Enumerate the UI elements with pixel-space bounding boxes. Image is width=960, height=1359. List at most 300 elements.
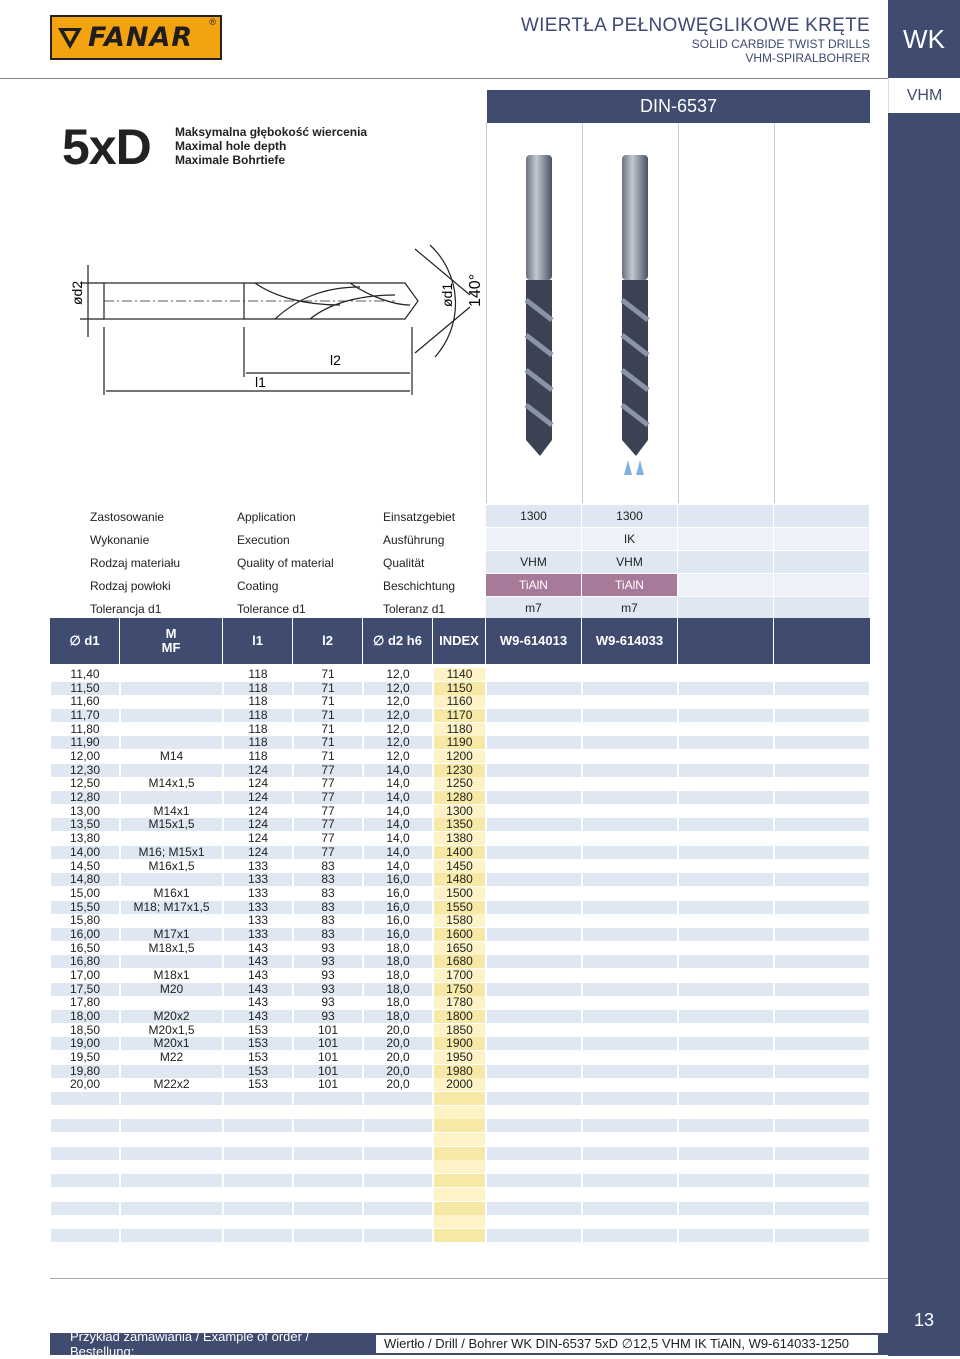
col-line [678, 123, 679, 503]
table-cell [487, 1010, 581, 1023]
table-row [50, 873, 870, 887]
spec-value [774, 505, 869, 527]
table-cell [294, 1174, 362, 1187]
table-cell [679, 1188, 773, 1201]
table-cell: 124 [247, 776, 269, 791]
table-cell: 18,00 [51, 1010, 119, 1023]
spec-value: TiAlN [582, 574, 677, 596]
table-cell [583, 1065, 677, 1078]
table-cell: 153 [224, 1037, 292, 1050]
table-cell [679, 832, 773, 845]
table-cell [294, 1147, 362, 1160]
table-cell: 19,00 [51, 1037, 119, 1050]
table-cell: 1280 [434, 791, 485, 804]
table-cell: 14,0 [386, 858, 410, 873]
table-cell: M16x1,5 [148, 858, 195, 873]
table-cell [364, 1188, 432, 1201]
spec-value [774, 574, 869, 596]
table-cell [121, 873, 222, 886]
table-cell [583, 764, 677, 777]
table-cell: 16,0 [386, 913, 410, 928]
col-line [774, 123, 775, 503]
table-cell [775, 709, 869, 722]
header-code1: W9-614013 [486, 618, 582, 664]
table-cell [121, 914, 222, 927]
table-cell [775, 668, 869, 681]
table-cell: 1400 [434, 846, 485, 859]
table-cell: 1190 [434, 736, 485, 749]
table-cell: 16,0 [364, 928, 432, 941]
table-cell: 1650 [434, 942, 485, 955]
spec-value [774, 528, 869, 550]
table-row [50, 1133, 870, 1147]
table-cell [775, 1051, 869, 1064]
table-cell [121, 791, 222, 804]
table-cell: 12,0 [364, 682, 432, 695]
table-cell [224, 1202, 292, 1215]
table-row [50, 1051, 870, 1065]
table-cell: 143 [247, 995, 269, 1010]
table-cell [775, 1024, 869, 1037]
table-cell: 1750 [434, 983, 485, 996]
spec-label-en: Tolerance d1 [237, 602, 306, 616]
table-row [50, 723, 870, 737]
table-cell [224, 1092, 292, 1105]
spec-value: TiAlN [486, 574, 581, 596]
header-empty [678, 618, 774, 664]
table-cell: 18,0 [386, 967, 410, 982]
table-cell: 1580 [434, 914, 485, 927]
table-cell [679, 1202, 773, 1215]
spec-value: 1300 [582, 505, 677, 527]
table-cell: 83 [294, 901, 362, 914]
table-cell: 16,50 [69, 940, 101, 955]
table-cell: 14,0 [386, 803, 410, 818]
table-cell: 1300 [434, 805, 485, 818]
table-cell [487, 955, 581, 968]
table-cell: 14,50 [69, 858, 101, 873]
table-cell [224, 1174, 292, 1187]
table-cell [487, 723, 581, 736]
table-cell: 12,00 [69, 749, 101, 764]
table-cell [487, 1202, 581, 1215]
table-cell: M14 [159, 749, 184, 764]
table-cell [487, 818, 581, 831]
table-cell [434, 1119, 485, 1132]
table-cell [51, 1106, 119, 1119]
page-subtitle-de: VHM-SPIRALBOHRER [745, 51, 870, 65]
table-cell: 124 [224, 818, 292, 831]
table-cell [121, 1106, 222, 1119]
table-cell [583, 1051, 677, 1064]
table-cell: M14x1 [153, 803, 190, 818]
table-row [50, 846, 870, 860]
table-cell [583, 901, 677, 914]
spec-label-pl: Tolerancja d1 [90, 602, 162, 616]
table-cell [679, 846, 773, 859]
table-cell: 93 [294, 1010, 362, 1023]
table-cell [121, 1160, 222, 1173]
table-cell [487, 1174, 581, 1187]
drill-image-1 [510, 150, 570, 460]
table-cell [487, 996, 581, 1009]
table-row [50, 791, 870, 805]
table-cell [775, 750, 869, 763]
table-cell [679, 969, 773, 982]
table-cell: 71 [294, 709, 362, 722]
table-cell [51, 1147, 119, 1160]
table-cell [679, 777, 773, 790]
table-cell: 11,60 [70, 694, 100, 709]
table-cell: 18,0 [386, 995, 410, 1010]
table-cell: 77 [294, 791, 362, 804]
table-cell: 118 [248, 721, 268, 736]
table-cell [434, 1092, 485, 1105]
table-cell [679, 709, 773, 722]
table-cell [583, 928, 677, 941]
table-cell [487, 777, 581, 790]
table-cell [51, 1160, 119, 1173]
table-row [50, 1188, 870, 1202]
table-cell: 12,0 [364, 709, 432, 722]
spec-label-de: Ausführung [383, 533, 445, 547]
table-cell [487, 1160, 581, 1173]
table-cell [583, 1092, 677, 1105]
table-cell [775, 1037, 869, 1050]
table-row [50, 955, 870, 969]
table-cell [775, 1119, 869, 1132]
table-cell [583, 1037, 677, 1050]
table-cell [487, 736, 581, 749]
table-cell [364, 1160, 432, 1173]
table-cell: 1550 [434, 901, 485, 914]
divider [50, 1278, 888, 1279]
spec-row [50, 574, 870, 597]
table-cell: 71 [294, 682, 362, 695]
table-cell: 12,80 [51, 791, 119, 804]
spec-label-de: Einsatzgebiet [383, 510, 456, 524]
table-cell: 14,0 [364, 791, 432, 804]
table-cell [487, 764, 581, 777]
table-cell [775, 723, 869, 736]
table-cell: 124 [247, 803, 269, 818]
table-cell [487, 1229, 581, 1242]
table-cell: 16,00 [51, 928, 119, 941]
table-cell [487, 860, 581, 873]
table-cell [51, 1215, 119, 1228]
table-cell [583, 860, 677, 873]
table-cell [487, 928, 581, 941]
table-cell: 12,30 [51, 764, 119, 777]
table-cell [434, 1174, 485, 1187]
spec-value [774, 551, 869, 573]
table-cell [224, 1119, 292, 1132]
table-row [50, 887, 870, 901]
table-cell: 133 [224, 901, 292, 914]
table-cell: 143 [224, 1010, 292, 1023]
table-cell: 93 [321, 940, 335, 955]
table-cell [679, 736, 773, 749]
table-cell: 124 [247, 831, 269, 846]
table-cell [775, 914, 869, 927]
table-cell: 20,0 [364, 1037, 432, 1050]
table-cell: 19,80 [51, 1065, 119, 1078]
table-cell [583, 846, 677, 859]
table-cell [679, 901, 773, 914]
page-subtitle-en: SOLID CARBIDE TWIST DRILLS [691, 37, 870, 51]
table-cell [434, 1215, 485, 1228]
table-cell [679, 1106, 773, 1119]
depth-ratio: 5xD [62, 119, 151, 175]
table-cell: 1800 [434, 1010, 485, 1023]
table-cell: M20x1 [121, 1037, 222, 1050]
table-cell [224, 1188, 292, 1201]
table-cell [434, 1229, 485, 1242]
depth-caption-en: Maximal hole depth [175, 139, 287, 153]
table-cell: 93 [294, 983, 362, 996]
table-cell: 153 [247, 1022, 269, 1037]
spec-value [678, 551, 773, 573]
dim-angle-label: 140° [467, 273, 484, 307]
table-cell [775, 887, 869, 900]
table-cell: 1380 [434, 832, 485, 845]
table-cell: 19,50 [69, 1050, 101, 1065]
table-cell: 71 [321, 667, 335, 681]
table-cell [775, 791, 869, 804]
table-cell [121, 682, 222, 695]
table-cell [583, 1229, 677, 1242]
table-cell: 71 [321, 694, 335, 709]
table-cell: 1600 [434, 928, 485, 941]
header-l1: l1 [223, 618, 293, 664]
spec-label-de: Qualität [383, 556, 425, 570]
table-row [50, 928, 870, 942]
table-cell: 1450 [434, 860, 485, 873]
table-cell: 12,0 [386, 749, 410, 764]
table-cell [583, 791, 677, 804]
table-cell [121, 955, 222, 968]
table-cell [679, 791, 773, 804]
table-cell: 16,0 [364, 901, 432, 914]
table-row [50, 682, 870, 696]
table-cell [775, 832, 869, 845]
table-row [50, 1202, 870, 1216]
table-row [50, 1147, 870, 1161]
table-cell [583, 695, 677, 708]
table-cell: 1780 [434, 996, 485, 1009]
table-cell: 11,50 [51, 682, 119, 695]
drill-technical-drawing [50, 235, 484, 405]
table-cell [51, 1202, 119, 1215]
spec-label-de: Beschichtung [383, 579, 456, 593]
table-row [50, 914, 870, 928]
spec-row [50, 551, 870, 574]
table-cell: 77 [294, 764, 362, 777]
side-strip [888, 0, 960, 1356]
table-cell: 2000 [434, 1078, 485, 1091]
table-cell: 15,50 [51, 901, 119, 914]
table-cell: 101 [294, 1065, 362, 1078]
table-cell: 153 [247, 1050, 269, 1065]
table-cell [775, 1147, 869, 1160]
table-cell: 71 [321, 721, 335, 736]
divider [0, 78, 888, 79]
table-cell [487, 914, 581, 927]
table-cell [583, 1147, 677, 1160]
table-cell [679, 928, 773, 941]
table-cell [583, 818, 677, 831]
table-cell [583, 983, 677, 996]
table-cell [487, 1106, 581, 1119]
table-cell [487, 668, 581, 681]
table-cell [487, 791, 581, 804]
table-row [50, 736, 870, 750]
coolant-icon [636, 460, 644, 475]
table-cell [121, 764, 222, 777]
table-cell: 15,00 [69, 885, 101, 900]
header-d2: ∅ d2 h6 [363, 618, 433, 664]
table-cell: 13,50 [51, 818, 119, 831]
table-cell [583, 1202, 677, 1215]
table-cell [121, 695, 222, 708]
table-cell [487, 1037, 581, 1050]
spec-label-en: Quality of material [237, 556, 334, 570]
table-cell: 143 [247, 940, 269, 955]
order-example-value: Wiertło / Drill / Bohrer WK DIN-6537 5xD ∅12,5 VHM IK TiAlN, W9-614033-1250 [376, 1335, 878, 1353]
table-cell [775, 1202, 869, 1215]
table-cell [583, 1106, 677, 1119]
table-cell: 83 [321, 913, 335, 928]
table-cell: 124 [224, 791, 292, 804]
table-cell: 17,50 [51, 983, 119, 996]
table-cell: M14x1,5 [148, 776, 195, 791]
table-row [50, 983, 870, 997]
table-row [50, 1010, 870, 1024]
table-cell: M18x1 [153, 967, 190, 982]
table-cell: 1180 [434, 723, 485, 736]
table-cell [775, 1106, 869, 1119]
table-cell [487, 873, 581, 886]
table-cell: 1500 [434, 887, 485, 900]
table-row [50, 1024, 870, 1038]
table-cell [487, 983, 581, 996]
table-cell [487, 887, 581, 900]
table-cell [679, 955, 773, 968]
table-row [50, 860, 870, 874]
table-cell: 1950 [434, 1051, 485, 1064]
table-cell: 1140 [434, 668, 485, 681]
table-cell [679, 764, 773, 777]
table-cell: 11,90 [51, 736, 119, 749]
table-cell: M20x1,5 [148, 1022, 195, 1037]
table-cell: 18,50 [69, 1022, 101, 1037]
table-cell [679, 818, 773, 831]
table-cell: 16,80 [51, 955, 119, 968]
header-empty [774, 618, 870, 664]
header-l2: l2 [293, 618, 363, 664]
table-cell [51, 1133, 119, 1146]
drill-image-2 [606, 150, 666, 480]
table-cell: 20,00 [69, 1077, 101, 1092]
table-cell [121, 709, 222, 722]
order-example [50, 1329, 888, 1359]
table-cell [679, 887, 773, 900]
table-cell [121, 1147, 222, 1160]
table-cell [679, 805, 773, 818]
table-cell [775, 873, 869, 886]
table-cell [679, 996, 773, 1009]
table-cell [434, 1147, 485, 1160]
spec-label-en: Coating [237, 579, 279, 593]
depth-caption-de: Maximale Bohrtiefe [175, 153, 286, 167]
table-cell: 16,0 [364, 873, 432, 886]
table-cell [121, 736, 222, 749]
table-row [50, 1229, 870, 1243]
table-cell [364, 1174, 432, 1187]
table-cell [51, 1092, 119, 1105]
table-cell: 17,80 [69, 995, 101, 1010]
table-cell: 14,0 [364, 764, 432, 777]
table-cell [775, 996, 869, 1009]
spec-row [50, 597, 870, 620]
table-cell [583, 955, 677, 968]
table-row [50, 818, 870, 832]
table-cell [583, 996, 677, 1009]
order-example-label: Przykład zamawiania / Example of order / Bestellung: [70, 1329, 310, 1359]
table-cell [364, 1202, 432, 1215]
table-row [50, 1065, 870, 1079]
spec-value: m7 [486, 597, 581, 619]
table-cell: 12,0 [386, 721, 410, 736]
table-cell [121, 1174, 222, 1187]
table-cell [775, 983, 869, 996]
table-cell: 93 [321, 967, 335, 982]
table-cell [775, 736, 869, 749]
table-cell [679, 983, 773, 996]
table-row [50, 1092, 870, 1106]
table-cell [434, 1160, 485, 1173]
table-cell [224, 1106, 292, 1119]
table-cell [487, 1133, 581, 1146]
table-cell [775, 1215, 869, 1228]
spec-value [486, 528, 581, 550]
table-cell [294, 1092, 362, 1105]
table-cell: M22 [159, 1050, 184, 1065]
table-cell: 18,0 [364, 983, 432, 996]
header-code2: W9-614033 [582, 618, 678, 664]
table-cell [679, 1133, 773, 1146]
table-cell [364, 1147, 432, 1160]
table-cell [679, 1037, 773, 1050]
spec-value: IK [582, 528, 677, 550]
table-cell: 93 [321, 995, 335, 1010]
table-cell: 11,80 [70, 721, 100, 736]
table-cell [487, 805, 581, 818]
table-cell: 71 [321, 749, 335, 764]
standard-banner: DIN-6537 [487, 90, 870, 123]
header-index: INDEX [433, 618, 486, 664]
table-cell [121, 1119, 222, 1132]
table-cell: 133 [247, 913, 269, 928]
table-cell: 118 [248, 749, 268, 764]
table-cell: 18,0 [364, 1010, 432, 1023]
table-cell [434, 1202, 485, 1215]
table-cell [121, 1092, 222, 1105]
table-cell: M17x1 [121, 928, 222, 941]
table-cell: 1230 [434, 764, 485, 777]
spec-label-pl: Rodzaj materiału [90, 556, 181, 570]
table-cell [679, 1065, 773, 1078]
